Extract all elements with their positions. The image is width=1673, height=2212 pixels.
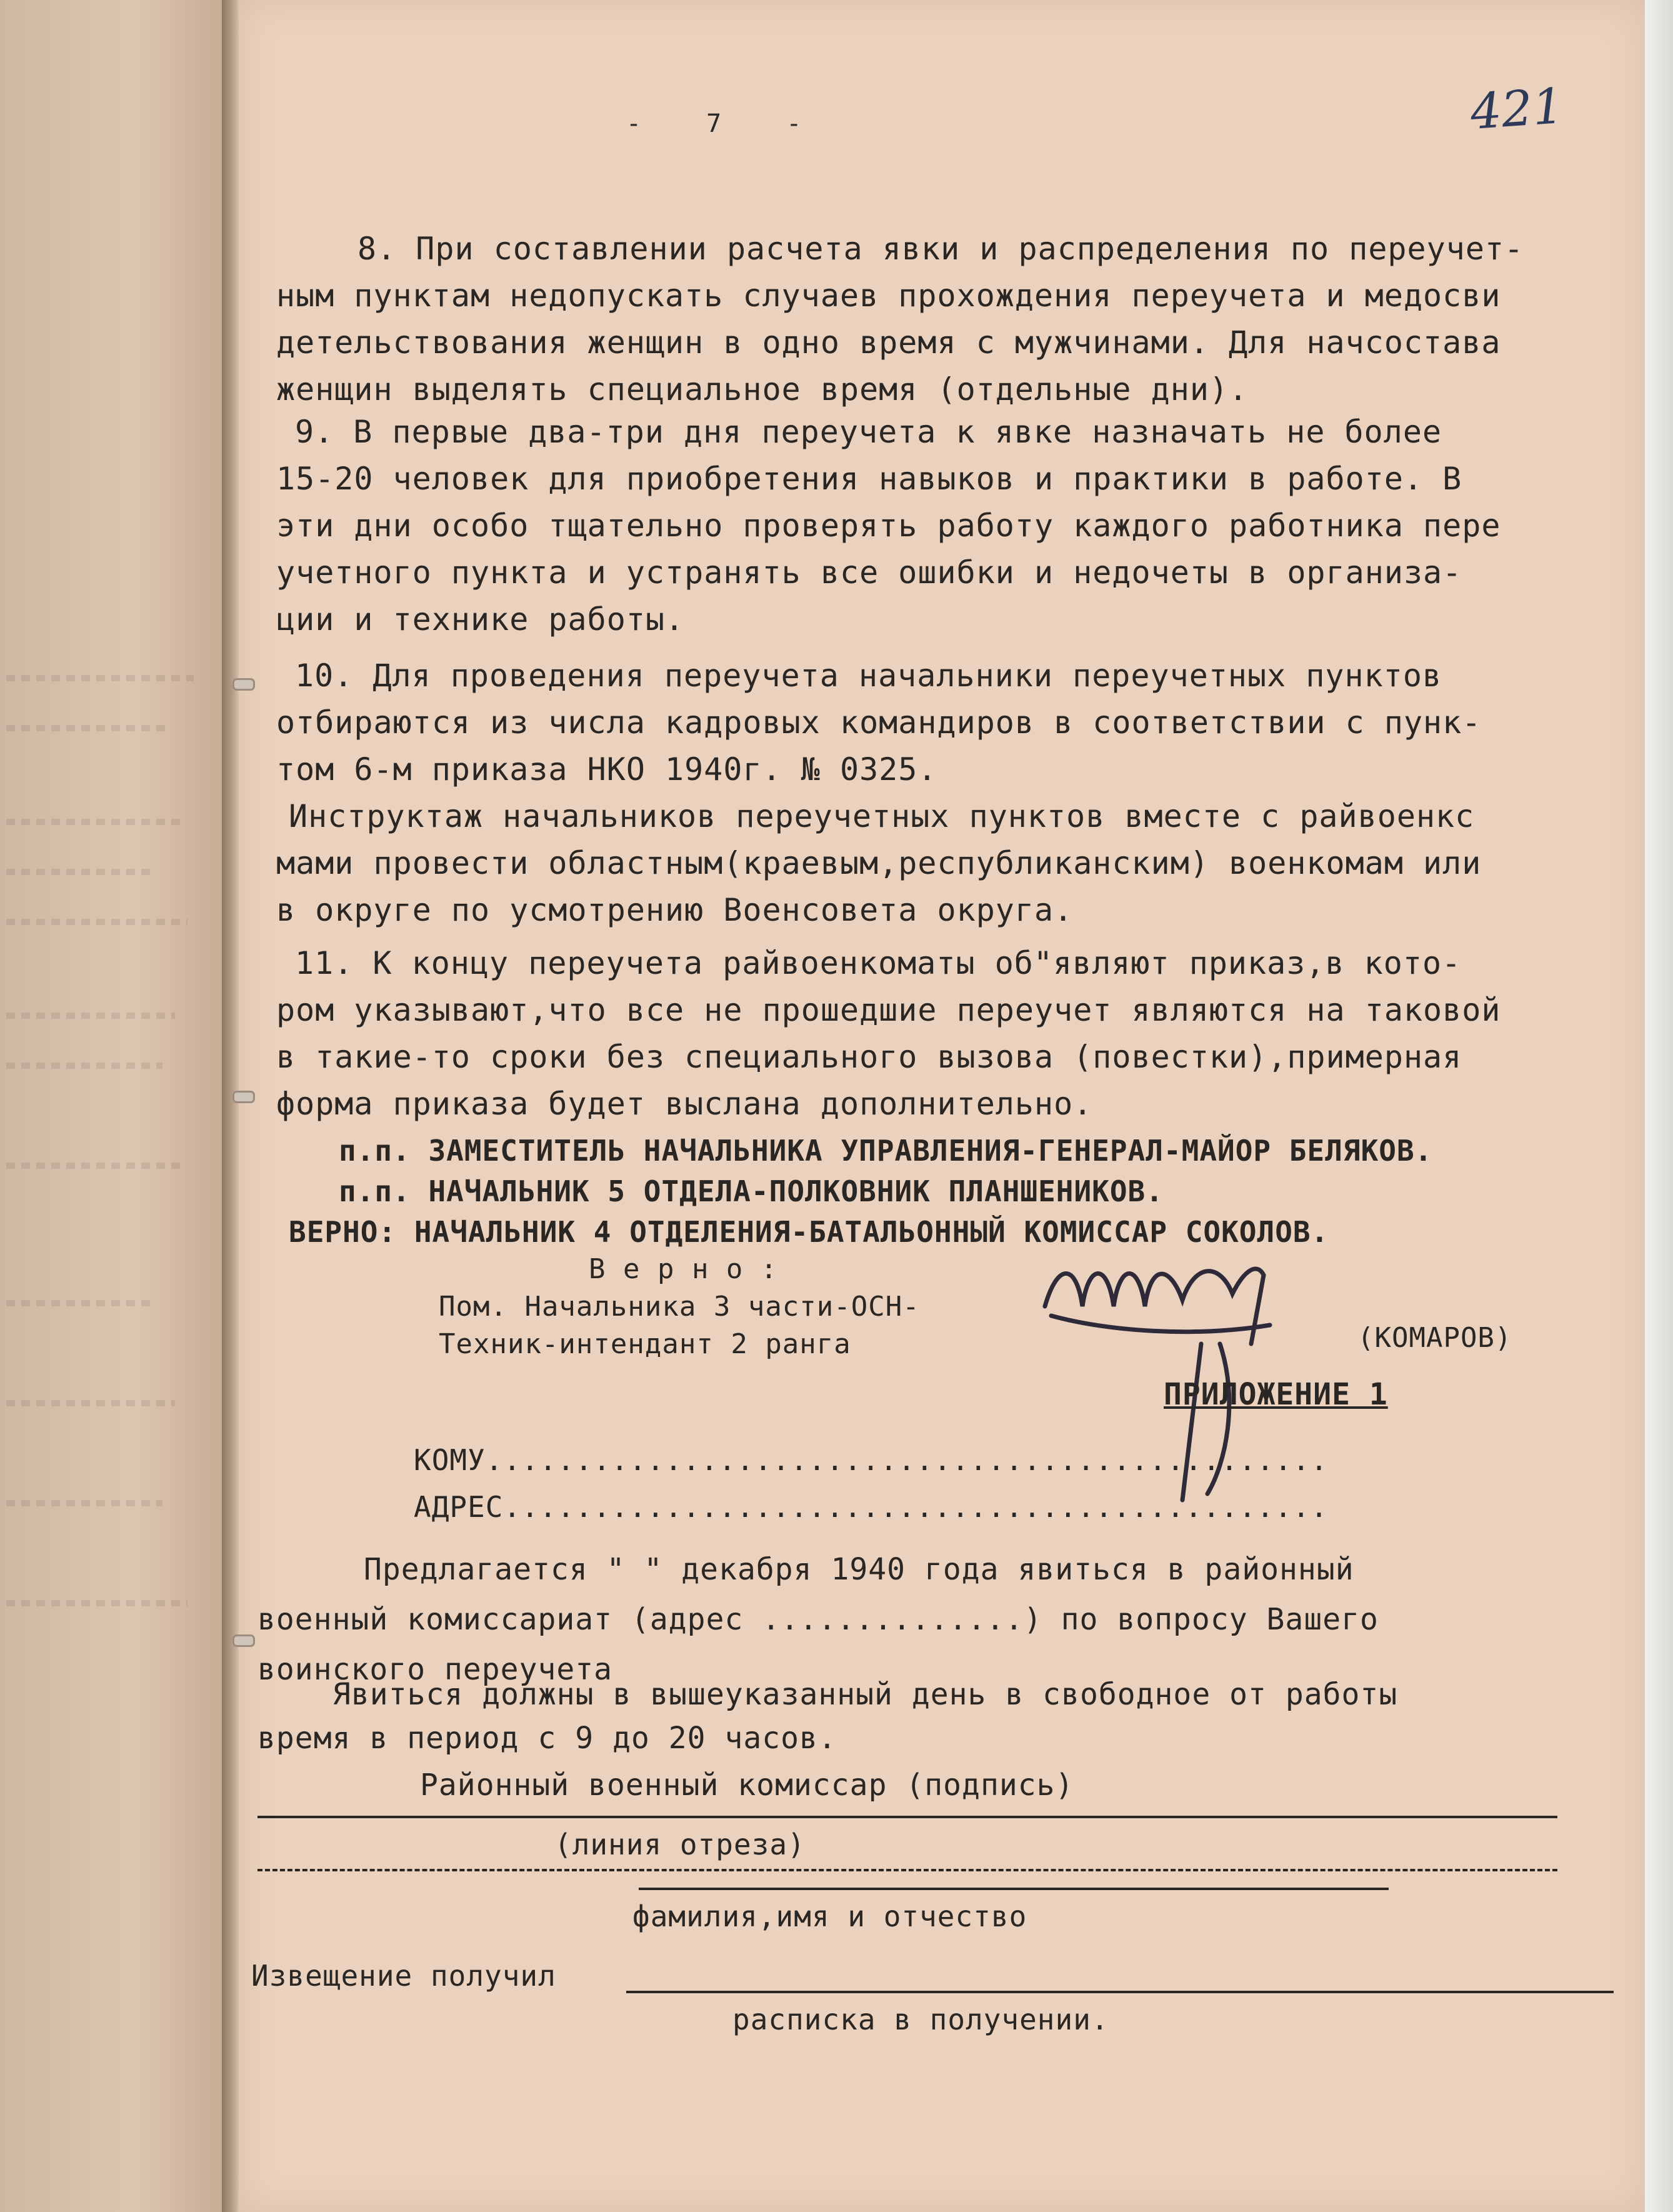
book-gutter <box>222 0 241 2212</box>
bleed-through-text <box>6 1163 181 1169</box>
fio-rule <box>639 1888 1389 1890</box>
certified-label: В е р н о : <box>589 1253 778 1285</box>
staple-icon <box>232 1091 255 1103</box>
signature-line: ВЕРНО: НАЧАЛЬНИК 4 ОТДЕЛЕНИЯ-БАТАЛЬОННЫЙ КОМИССАР СОКОЛОВ. <box>289 1215 1329 1249</box>
paragraph-line: Инструктаж начальников переучетных пунктов вместе с райвоенкс <box>289 798 1475 834</box>
signer-line: Районный военный комиссар (подпись) <box>420 1768 1074 1803</box>
bleed-through-text <box>6 1500 162 1506</box>
paragraph-line: форма приказа будет выслана дополнительно. <box>276 1086 1093 1122</box>
paragraph-line: 9. В первые два-три дня переучета к явке назначать не более <box>295 414 1442 450</box>
receipt-rule <box>626 1991 1614 1993</box>
staple-icon <box>232 678 255 691</box>
paragraph-line: ром указывают,что все не прошедшие переучет являются на таковой <box>276 992 1501 1028</box>
appendix-title: ПРИЛОЖЕНИЕ 1 <box>1164 1377 1388 1412</box>
page-number: - 7 - <box>626 109 827 138</box>
bleed-through-text <box>6 819 181 825</box>
paragraph-line: ции и технике работы. <box>276 601 685 638</box>
tear-line-label: (линия отреза) <box>554 1828 806 1861</box>
paragraph-line: женщин выделять специальное время (отдельные дни). <box>276 371 1249 408</box>
certifier-name: (КОМАРОВ) <box>1357 1322 1512 1354</box>
paragraph-line: в округе по усмотрению Военсовета округа. <box>276 892 1074 928</box>
paragraph-line: отбираются из числа кадровых командиров в соответствии с пунк- <box>276 704 1482 741</box>
paragraph-line: мами провести областным(краевым,республиканским) военкомам или <box>276 845 1482 881</box>
paragraph-line: Явиться должны в вышеуказанный день в свободное от работы <box>332 1677 1398 1712</box>
fio-caption: фамилия,имя и отчество <box>632 1899 1027 1933</box>
recipient-field: КОМУ............................................... <box>414 1443 1329 1477</box>
paragraph-line: Предлагается " " декабря 1940 года явиться в районный <box>364 1552 1354 1587</box>
bleed-through-text <box>6 869 156 875</box>
paragraph-line: военный комиссариат (адрес ..............) по вопросу Вашего <box>257 1602 1379 1637</box>
certifier-position: Пом. Начальника 3 части-ОСН- <box>439 1291 920 1323</box>
paragraph-line: время в период с 9 до 20 часов. <box>257 1721 837 1756</box>
bleed-through-text <box>6 919 187 925</box>
signature-rule <box>257 1816 1557 1818</box>
left-page-edge <box>0 0 222 2212</box>
paragraph-line: учетного пункта и устранять все ошибки и недочеты в организа- <box>276 554 1462 591</box>
certifier-position: Техник-интендант 2 ранга <box>439 1328 851 1360</box>
address-field: АДРЕС.............................................. <box>414 1490 1329 1524</box>
tear-line <box>257 1869 1557 1871</box>
paragraph-line: в такие-то сроки без специального вызова (повестки),примерная <box>276 1039 1462 1075</box>
signature-line: п.п. ЗАМЕСТИТЕЛЬ НАЧАЛЬНИКА УПРАВЛЕНИЯ-ГЕНЕРАЛ-МАЙОР БЕЛЯКОВ. <box>339 1134 1433 1168</box>
folio-number: 421 <box>1469 78 1566 141</box>
paragraph-line: 8. При составлении расчета явки и распределения по переучет- <box>357 231 1524 267</box>
paragraph-line: 11. К концу переучета райвоенкоматы об"являют приказ,в кото- <box>295 945 1462 981</box>
bleed-through-text <box>6 1300 150 1306</box>
bleed-through-text <box>6 1400 175 1406</box>
signature-line: п.п. НАЧАЛЬНИК 5 ОТДЕЛА-ПОЛКОВНИК ПЛАНШЕНИКОВ. <box>339 1174 1164 1208</box>
bleed-through-text <box>6 1600 187 1606</box>
bleed-through-text <box>6 725 169 731</box>
paragraph-line: том 6-м приказа НКО 1940г. № 0325. <box>276 751 937 788</box>
paragraph-line: воинского переучета <box>257 1652 613 1687</box>
paragraph-line: ным пунктам недопускать случаев прохождения переучета и медосви <box>276 278 1501 314</box>
paragraph-line: 10. Для проведения переучета начальники переучетных пунктов <box>295 658 1442 694</box>
receipt-caption: расписка в получении. <box>732 2003 1109 2036</box>
paragraph-line: эти дни особо тщательно проверять работу каждого работника пере <box>276 508 1501 544</box>
right-edge-background <box>1645 0 1673 2212</box>
bleed-through-text <box>6 1063 162 1069</box>
bleed-through-text <box>6 675 194 681</box>
notice-received-label: Извещение получил <box>251 1959 556 1993</box>
staple-icon <box>232 1634 255 1647</box>
paragraph-line: 15-20 человек для приобретения навыков и практики в работе. В <box>276 461 1462 497</box>
document-sheet <box>239 0 1645 2212</box>
paragraph-line: детельствования женщин в одно время с мужчинами. Для начсостава <box>276 324 1501 361</box>
bleed-through-text <box>6 1013 175 1019</box>
